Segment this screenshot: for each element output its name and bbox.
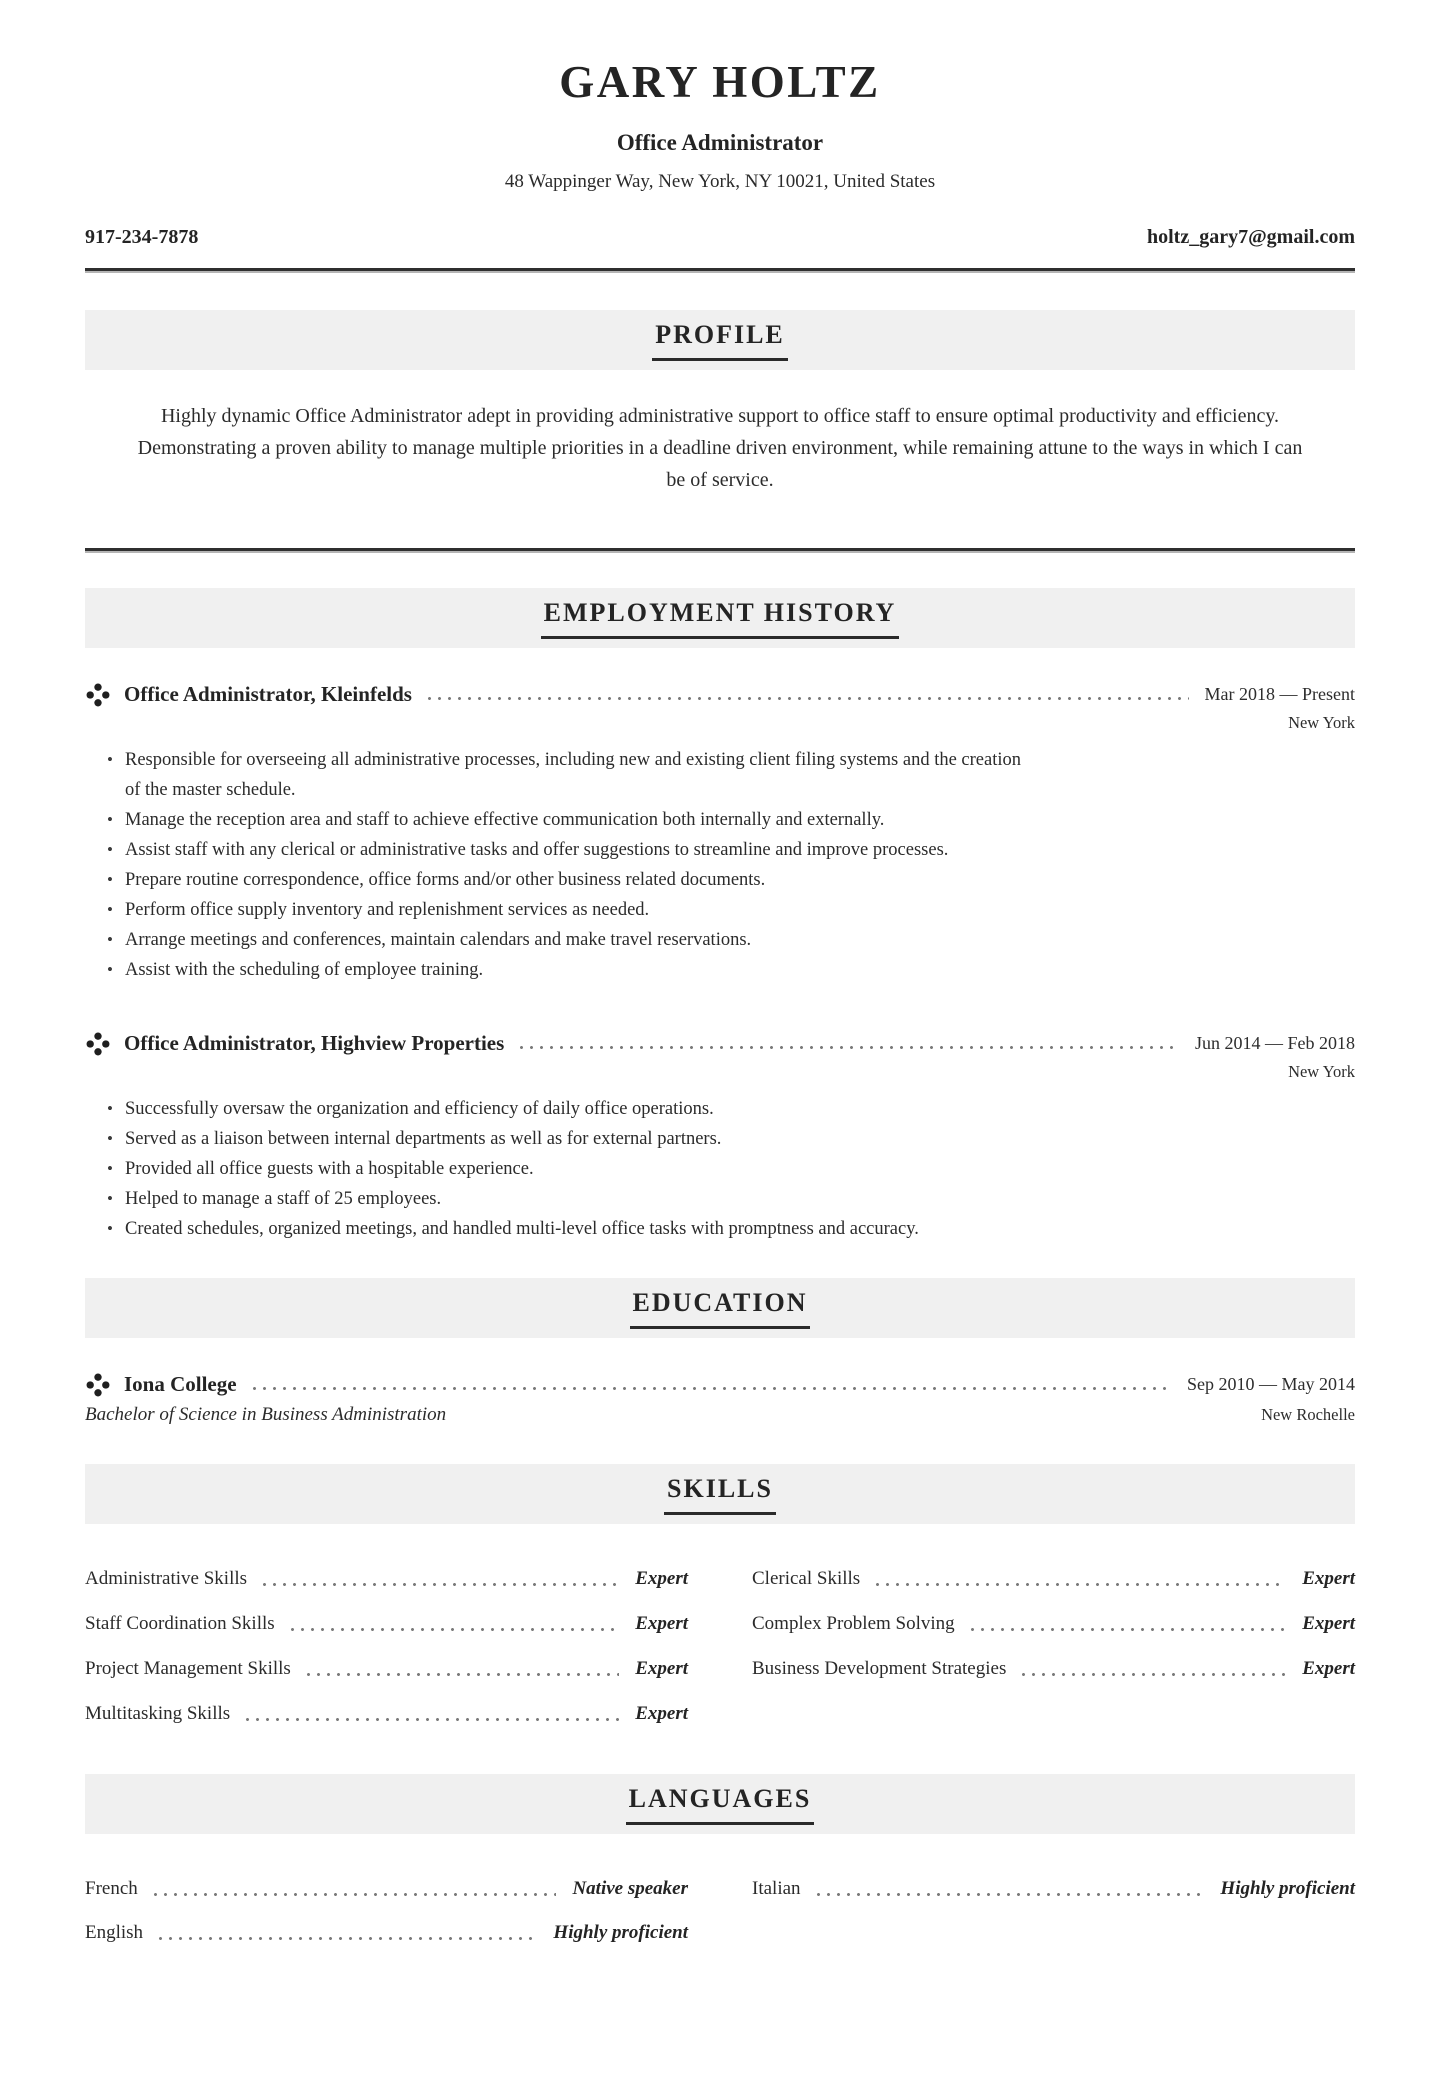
skill-row (752, 1568, 1355, 1590)
skill-label: Clerical Skills (752, 1567, 861, 1589)
bullet-item: • Manage the reception area and staff to achieve effective communication both internally and externally. (107, 805, 1027, 835)
education-location: New Rochelle (1261, 1404, 1355, 1424)
education-dates: Sep 2010 — May 2014 (1187, 1374, 1355, 1394)
job-entry (85, 1031, 1355, 1244)
dotted-leader (520, 1046, 1179, 1049)
degree-name: Bachelor of Science in Business Administration (85, 1403, 447, 1425)
contact-row (85, 226, 1355, 249)
language-row (752, 1878, 1355, 1900)
phone-number: 917-234-7878 (85, 225, 199, 248)
profile-summary: Highly dynamic Office Administrator adept in providing administrative support to office staff to ensure optimal productivity and efficiency. Demonstrating a proven ability to manage multiple priorities in a deadline driven environment, while remaining attune to the ways in which I can be of service. (137, 404, 1303, 491)
divider-rule (85, 268, 1355, 273)
school-name: Iona College (124, 1372, 237, 1396)
skill-row (752, 1613, 1355, 1635)
skills-column-left (85, 1568, 688, 1748)
skill-label: Staff Coordination Skills (85, 1612, 275, 1634)
job-title: Office Administrator, Kleinfelds (124, 682, 412, 706)
skills-grid (85, 1568, 1355, 1748)
job-bullet-list (107, 745, 1027, 985)
dotted-leader (817, 1893, 1205, 1896)
resume-header (85, 58, 1355, 193)
languages-grid (85, 1878, 1355, 1966)
job-location: New York (1288, 712, 1355, 732)
skill-row (85, 1658, 688, 1680)
education-section-banner (85, 1278, 1355, 1338)
skill-label: Administrative Skills (85, 1567, 248, 1589)
education-entry (85, 1372, 1355, 1426)
job-title: Office Administrator, Highview Properties (124, 1031, 505, 1055)
skill-label: Project Management Skills (85, 1657, 291, 1679)
skill-row (85, 1613, 688, 1635)
divider-rule (85, 548, 1355, 553)
four-dot-diamond-icon (85, 682, 111, 708)
language-level: Highly proficient (1220, 1877, 1355, 1899)
skills-column-right (752, 1568, 1355, 1748)
language-label: Italian (752, 1877, 801, 1899)
dotted-leader (253, 1387, 1171, 1390)
dotted-leader (971, 1628, 1287, 1631)
education-entry-header (85, 1372, 1355, 1398)
skills-section-banner (85, 1464, 1355, 1524)
job-entry (85, 682, 1355, 985)
dotted-leader (1022, 1673, 1286, 1676)
dotted-leader (428, 697, 1189, 700)
bullet-item: • Prepare routine correspondence, office forms and/or other business related documents. (107, 865, 1027, 895)
education-subrow (85, 1404, 1355, 1426)
job-bullet-list (107, 1094, 1027, 1244)
skill-level: Expert (635, 1567, 688, 1589)
dotted-leader (307, 1673, 619, 1676)
skill-row (85, 1568, 688, 1590)
bullet-item: • Provided all office guests with a hospitable experience. (107, 1154, 1027, 1184)
language-row (85, 1922, 688, 1944)
bullet-item: • Helped to manage a staff of 25 employees. (107, 1184, 1027, 1214)
job-entry-header (85, 1031, 1355, 1057)
profile-heading: PROFILE (652, 320, 788, 361)
language-level: Highly proficient (553, 1921, 688, 1943)
resume-page (0, 58, 1440, 1966)
skill-level: Expert (1302, 1567, 1355, 1589)
candidate-name: GARY HOLTZ (559, 57, 881, 107)
skill-label: Complex Problem Solving (752, 1612, 955, 1634)
skill-level: Expert (635, 1702, 688, 1724)
skill-level: Expert (635, 1657, 688, 1679)
skills-heading: SKILLS (664, 1474, 776, 1515)
languages-heading: LANGUAGES (626, 1784, 815, 1825)
bullet-item: • Served as a liaison between internal departments as well as for external partners. (107, 1124, 1027, 1154)
bullet-item: • Arrange meetings and conferences, maintain calendars and make travel reservations. (107, 925, 1027, 955)
candidate-address: 48 Wappinger Way, New York, NY 10021, United States (504, 170, 936, 192)
dotted-leader (291, 1628, 620, 1631)
profile-section-banner (85, 310, 1355, 370)
job-entry-header (85, 682, 1355, 708)
dotted-leader (876, 1583, 1286, 1586)
four-dot-diamond-icon (85, 1372, 111, 1398)
bullet-item: • Assist with the scheduling of employee training. (107, 955, 1027, 985)
languages-section-banner (85, 1774, 1355, 1834)
dotted-leader (246, 1718, 619, 1721)
education-heading: EDUCATION (630, 1288, 811, 1329)
job-dates: Mar 2018 — Present (1204, 684, 1355, 704)
languages-column-left (85, 1878, 688, 1966)
skill-row (752, 1658, 1355, 1680)
job-location: New York (1288, 1061, 1355, 1081)
skill-row (85, 1703, 688, 1725)
languages-column-right (752, 1878, 1355, 1966)
dotted-leader (154, 1893, 557, 1896)
candidate-title: Office Administrator (616, 129, 824, 155)
skill-level: Expert (635, 1612, 688, 1634)
language-label: French (85, 1877, 138, 1899)
email-address: holtz_gary7@gmail.com (1146, 225, 1355, 248)
skill-level: Expert (1302, 1657, 1355, 1679)
skill-label: Multitasking Skills (85, 1702, 231, 1724)
language-level: Native speaker (572, 1877, 688, 1899)
bullet-item: • Perform office supply inventory and replenishment services as needed. (107, 895, 1027, 925)
bullet-item: • Responsible for overseeing all administrative processes, including new and existing client filing systems and the creation of the master schedule. (107, 745, 1027, 805)
employment-heading: EMPLOYMENT HISTORY (541, 598, 900, 639)
dotted-leader (159, 1937, 537, 1940)
job-dates: Jun 2014 — Feb 2018 (1194, 1033, 1355, 1053)
four-dot-diamond-icon (85, 1031, 111, 1057)
dotted-leader (263, 1583, 619, 1586)
bullet-item: • Successfully oversaw the organization and efficiency of daily office operations. (107, 1094, 1027, 1124)
bullet-item: • Created schedules, organized meetings, and handled multi-level office tasks with promptness and accuracy. (107, 1214, 1027, 1244)
skill-level: Expert (1302, 1612, 1355, 1634)
language-row (85, 1878, 688, 1900)
bullet-item: • Assist staff with any clerical or administrative tasks and offer suggestions to streamline and improve processes. (107, 835, 1027, 865)
skill-label: Business Development Strategies (752, 1657, 1007, 1679)
employment-section-banner (85, 588, 1355, 648)
language-label: English (85, 1921, 144, 1943)
